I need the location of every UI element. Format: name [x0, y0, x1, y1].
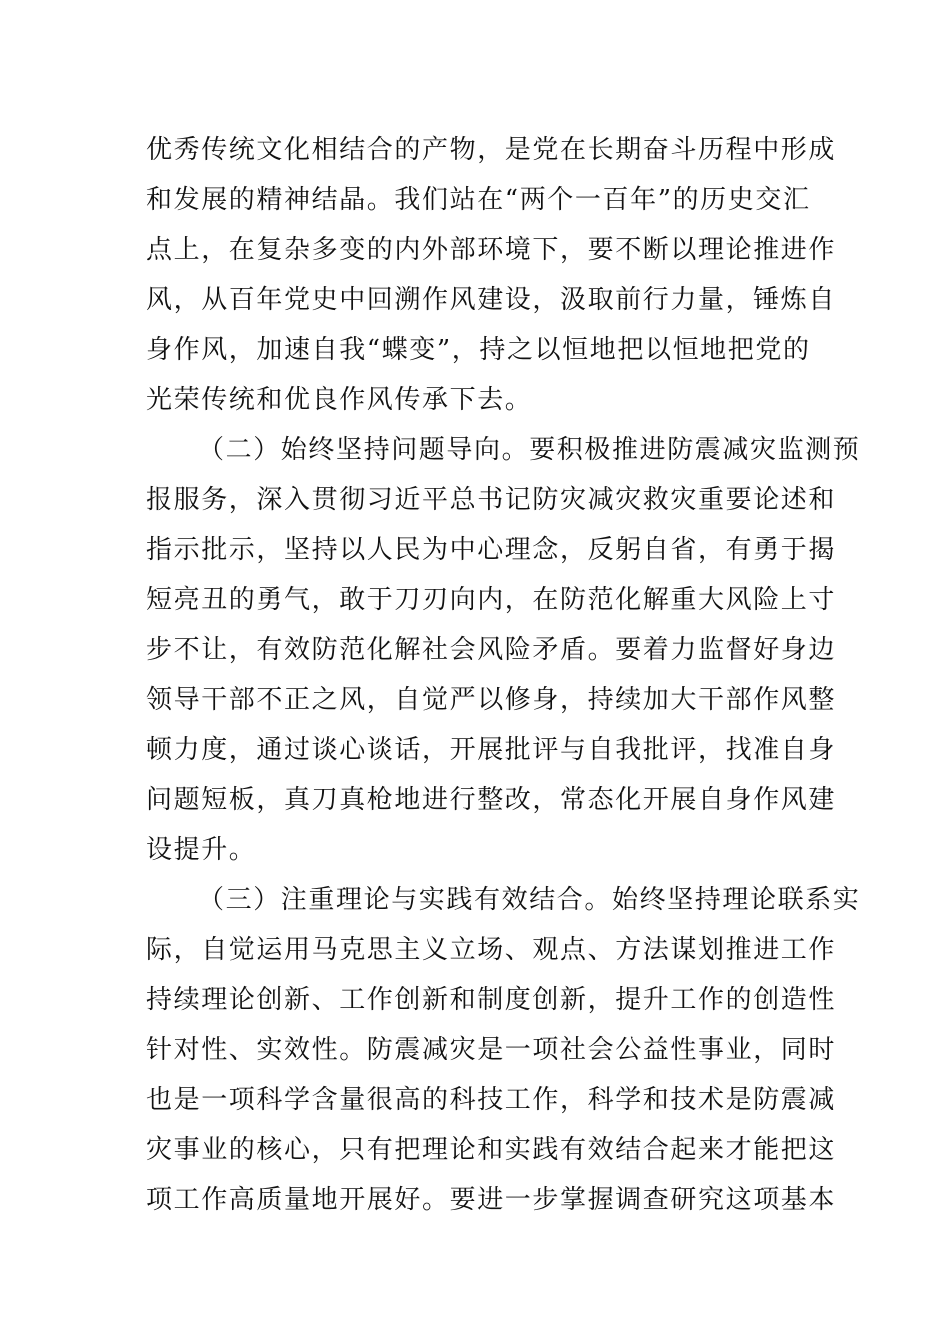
text-line: 身作风，加速自我“蝶变”，持之以恒地把以恒地把党的 [146, 335, 811, 365]
paragraph-heading-line: （三）注重理论与实践有效结合。始终坚持理论联系实 [198, 885, 861, 915]
text-line: 和发展的精神结晶。我们站在“两个一百年”的历史交汇 [146, 185, 811, 215]
text-line: 设提升。 [146, 835, 257, 865]
text-line: 际，自觉运用马克思主义立场、观点、方法谋划推进工作 [146, 935, 837, 965]
text-line: 报服务，深入贯彻习近平总书记防灾减灾救灾重要论述和 [146, 485, 837, 515]
paragraph-heading-line: （二）始终坚持问题导向。要积极推进防震减灾监测预 [198, 435, 861, 465]
text-line: 问题短板，真刀真枪地进行整改，常态化开展自身作风建 [146, 785, 837, 815]
text-line: 风，从百年党史中回溯作风建设，汲取前行力量，锤炼自 [146, 285, 837, 315]
text-line: 步不让，有效防范化解社会风险矛盾。要着力监督好身边 [146, 635, 837, 665]
text-line: 领导干部不正之风，自觉严以修身，持续加大干部作风整 [146, 685, 837, 715]
text-line: 指示批示，坚持以人民为中心理念，反躬自省，有勇于揭 [146, 535, 837, 565]
text-line: 优秀传统文化相结合的产物，是党在长期奋斗历程中形成 [146, 135, 837, 165]
text-line: 顿力度，通过谈心谈话，开展批评与自我批评，找准自身 [146, 735, 837, 765]
text-line: 项工作高质量地开展好。要进一步掌握调查研究这项基本 [146, 1185, 837, 1215]
text-line: 也是一项科学含量很高的科技工作，科学和技术是防震减 [146, 1085, 837, 1115]
text-line: 光荣传统和优良作风传承下去。 [146, 385, 533, 415]
text-line: 点上，在复杂多变的内外部环境下，要不断以理论推进作 [146, 235, 837, 265]
text-line: 灾事业的核心，只有把理论和实践有效结合起来才能把这 [146, 1135, 837, 1165]
text-line: 短亮丑的勇气，敢于刀刃向内，在防范化解重大风险上寸 [146, 585, 837, 615]
text-line: 针对性、实效性。防震减灾是一项社会公益性事业，同时 [146, 1035, 837, 1065]
text-line: 持续理论创新、工作创新和制度创新，提升工作的创造性 [146, 985, 837, 1015]
